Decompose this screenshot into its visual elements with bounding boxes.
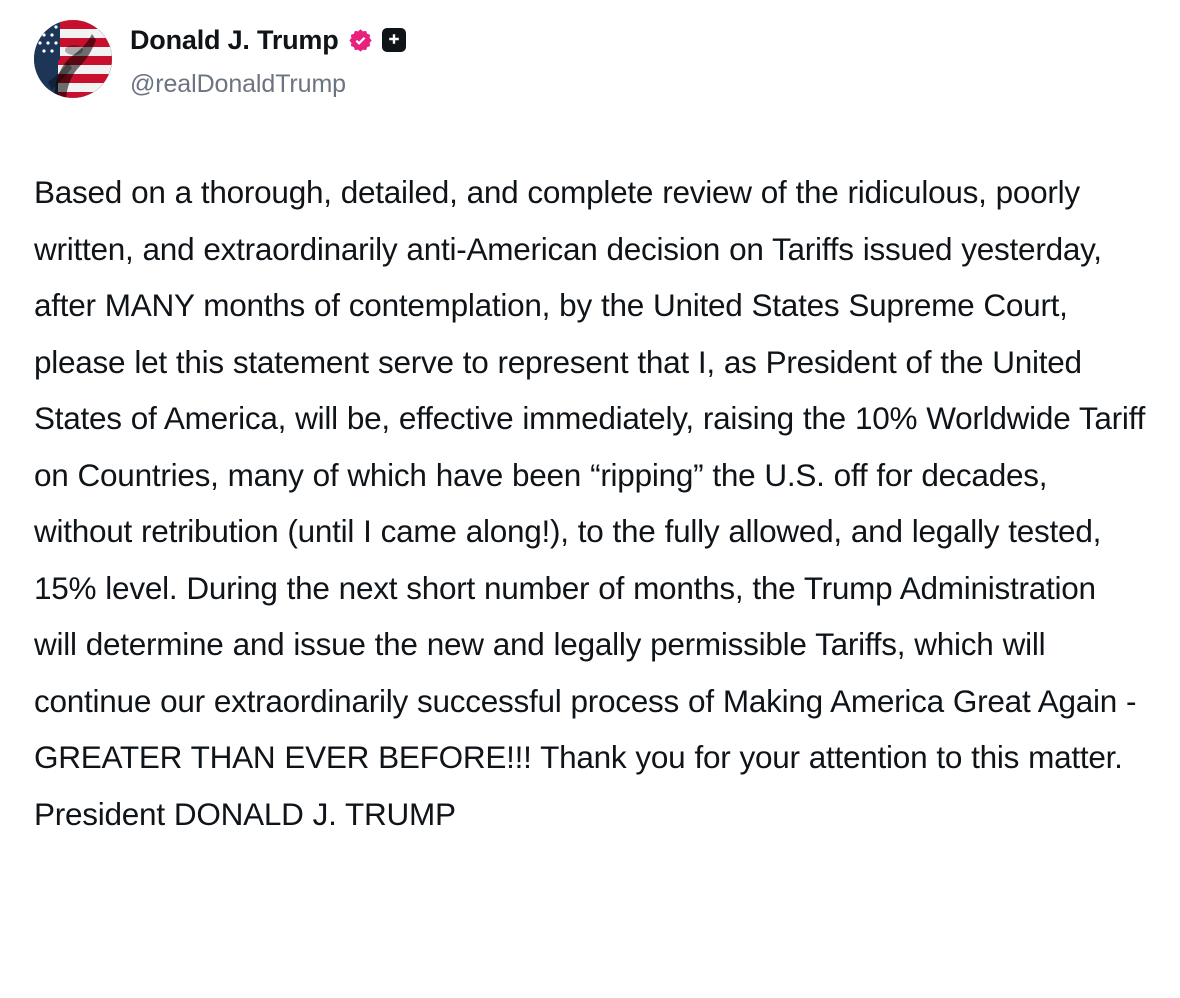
avatar[interactable]: [34, 20, 112, 98]
identity-block: [130, 18, 406, 97]
post-text: Based on a thorough, detailed, and complete review of the ridiculous, poorly written, and extraordinarily anti-American decision on Tariffs issued yesterday, after MANY months of contemplation, by the United States Supreme Court, please let this statement serve to represent that I, as President of the United States of America, will be, effective immediately, raising the 10% Worldwide Tariff on Countries, many of which have been “ripping” the U.S. off for decades, without retribution (until I came along!), to the fully allowed, and legally tested, 15% level. During the next short number of months, the Trump Administration will determine and issue the new and legally permissible Tariffs, which will continue our extraordinarily successful process of Making America Great Again - GREATER THAN EVER BEFORE!!! Thank you for your attention to this matter. President DONALD J. TRUMP: [34, 174, 1155, 832]
verified-badge-icon[interactable]: [348, 28, 373, 53]
avatar-image: [34, 20, 112, 98]
name-row: [130, 22, 406, 58]
plus-badge-icon[interactable]: [382, 28, 406, 52]
display-name[interactable]: Donald J. Trump: [130, 24, 339, 55]
user-handle[interactable]: @realDonaldTrump: [130, 70, 346, 98]
post-header: [34, 18, 1146, 122]
